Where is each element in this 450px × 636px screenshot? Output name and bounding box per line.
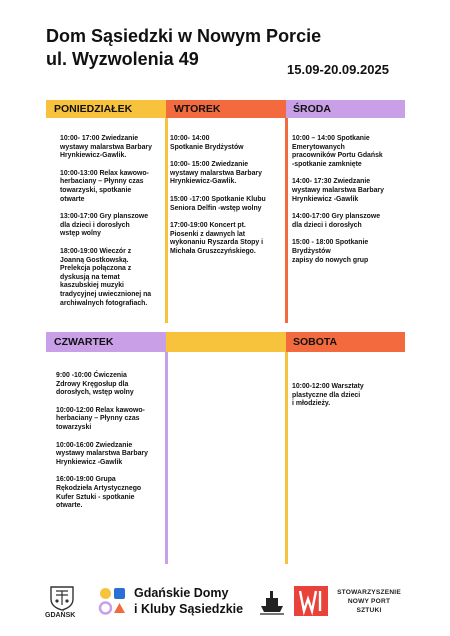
- event-item: 18:00-19:00 Wieczór z Joanną Gostkowską. Prelekcja połączona z dyskusją na temat kaszubskiej muzyki tradycyjnej uwiecznionej na archiwalnych fotografiach.: [60, 247, 152, 307]
- event-item: 9:00 -10:00 Ćwiczenia Zdrowy Kręgosłup dla dorosłych, wstęp wolny: [56, 372, 134, 397]
- monday-events: [60, 135, 165, 317]
- page-title-line2: ul. Wyzwolenia 49: [46, 49, 199, 69]
- brand-line2: i Kluby Sąsiedzkie: [134, 602, 244, 616]
- event-item: 13:00-17:00 Gry planszowe dla dzieci i dorosłych wstęp wolny: [60, 213, 149, 238]
- event-item: 14:00-17:00 Gry planszowe dla dzieci i dorosłych: [292, 213, 381, 229]
- day-label-monday: PONIEDZIAŁEK: [54, 103, 133, 115]
- ship-logo-icon: [258, 586, 286, 616]
- stowarzyszenie-logo-icon: [293, 585, 329, 617]
- day-label-wednesday: ŚRODA: [293, 103, 331, 115]
- thursday-events: [56, 372, 164, 520]
- column-divider: [285, 352, 288, 564]
- day-label-saturday: SOBOTA: [293, 336, 338, 348]
- column-divider: [165, 118, 168, 323]
- column-divider: [165, 352, 168, 564]
- event-item: 10:00-12:00 Relax kawowo- herbaciany – Płynny czas towarzyski: [56, 406, 145, 431]
- event-item: 17:00-19:00 Koncert pt. Piosenki z dawnych lat wykonaniu Ryszarda Stopy i Michała Gruszczyńskiego.: [170, 222, 264, 255]
- day-label-thursday: CZWARTEK: [54, 336, 114, 348]
- event-item: 16:00-19:00 Grupa Rękodzieła Artystycznego Kufer Sztuki - spotkanie otwarte.: [56, 476, 142, 510]
- event-item: 10:00 – 14:00 Spotkanie Emerytowanych pracowników Portu Gdańsk -spotkanie zamknięte: [292, 135, 383, 168]
- stowarzyszenie-text: [334, 588, 404, 615]
- event-item: 10:00- 14:00 Spotkanie Brydżystów: [170, 135, 244, 151]
- saturday-events: [292, 383, 404, 418]
- stow-line3: SZTUKI: [356, 607, 382, 614]
- event-item: 14:00- 17:30 Zwiedzanie wystawy malarstwa Barbary Hrynkiewicz -Gawlik: [292, 178, 384, 203]
- stow-line1: STOWARZYSZENIE: [337, 589, 401, 596]
- column-divider: [285, 118, 288, 323]
- event-item: 10:00-13:00 Relax kawowo- herbaciany – Płynny czas towarzyski, spotkanie otwarte: [60, 169, 149, 203]
- page-title-line1: Dom Sąsiedzki w Nowym Porcie: [46, 26, 322, 46]
- tuesday-events: [170, 135, 282, 266]
- gdks-logo-icon: [98, 586, 128, 616]
- stow-line2: NOWY PORT: [347, 598, 391, 605]
- friday-header-bar: [166, 332, 286, 352]
- event-item: 10:00-16:00 Zwiedzanie wystawy malarstwa Barbary Hrynkiewicz -Gawlik: [56, 441, 148, 466]
- date-range: 15.09-20.09.2025: [287, 62, 389, 77]
- gdansk-crest-icon: [47, 583, 77, 611]
- day-label-tuesday: WTOREK: [174, 103, 221, 115]
- wednesday-events: [292, 135, 404, 274]
- brand-line1: Gdańskie Domy: [134, 586, 229, 600]
- event-item: 15:00 - 18:00 Spotkanie Brydżystów zapisy do nowych grup: [292, 239, 369, 264]
- event-item: 15:00 -17:00 Spotkanie Klubu Seniora Delfin -wstęp wolny: [170, 195, 266, 212]
- event-item: 10:00-12:00 Warsztaty plastyczne dla dzieci i młodzieży.: [292, 383, 364, 408]
- gdansk-label: GDAŃSK: [45, 612, 76, 619]
- event-item: 10:00- 17:00 Zwiedzanie wystawy malarstwa Barbary Hrynkiewicz-Gawlik.: [60, 135, 152, 160]
- event-item: 10:00- 15:00 Zwiedzanie wystawy malarstwa Barbary Hrynkiewicz-Gawlik.: [170, 161, 262, 186]
